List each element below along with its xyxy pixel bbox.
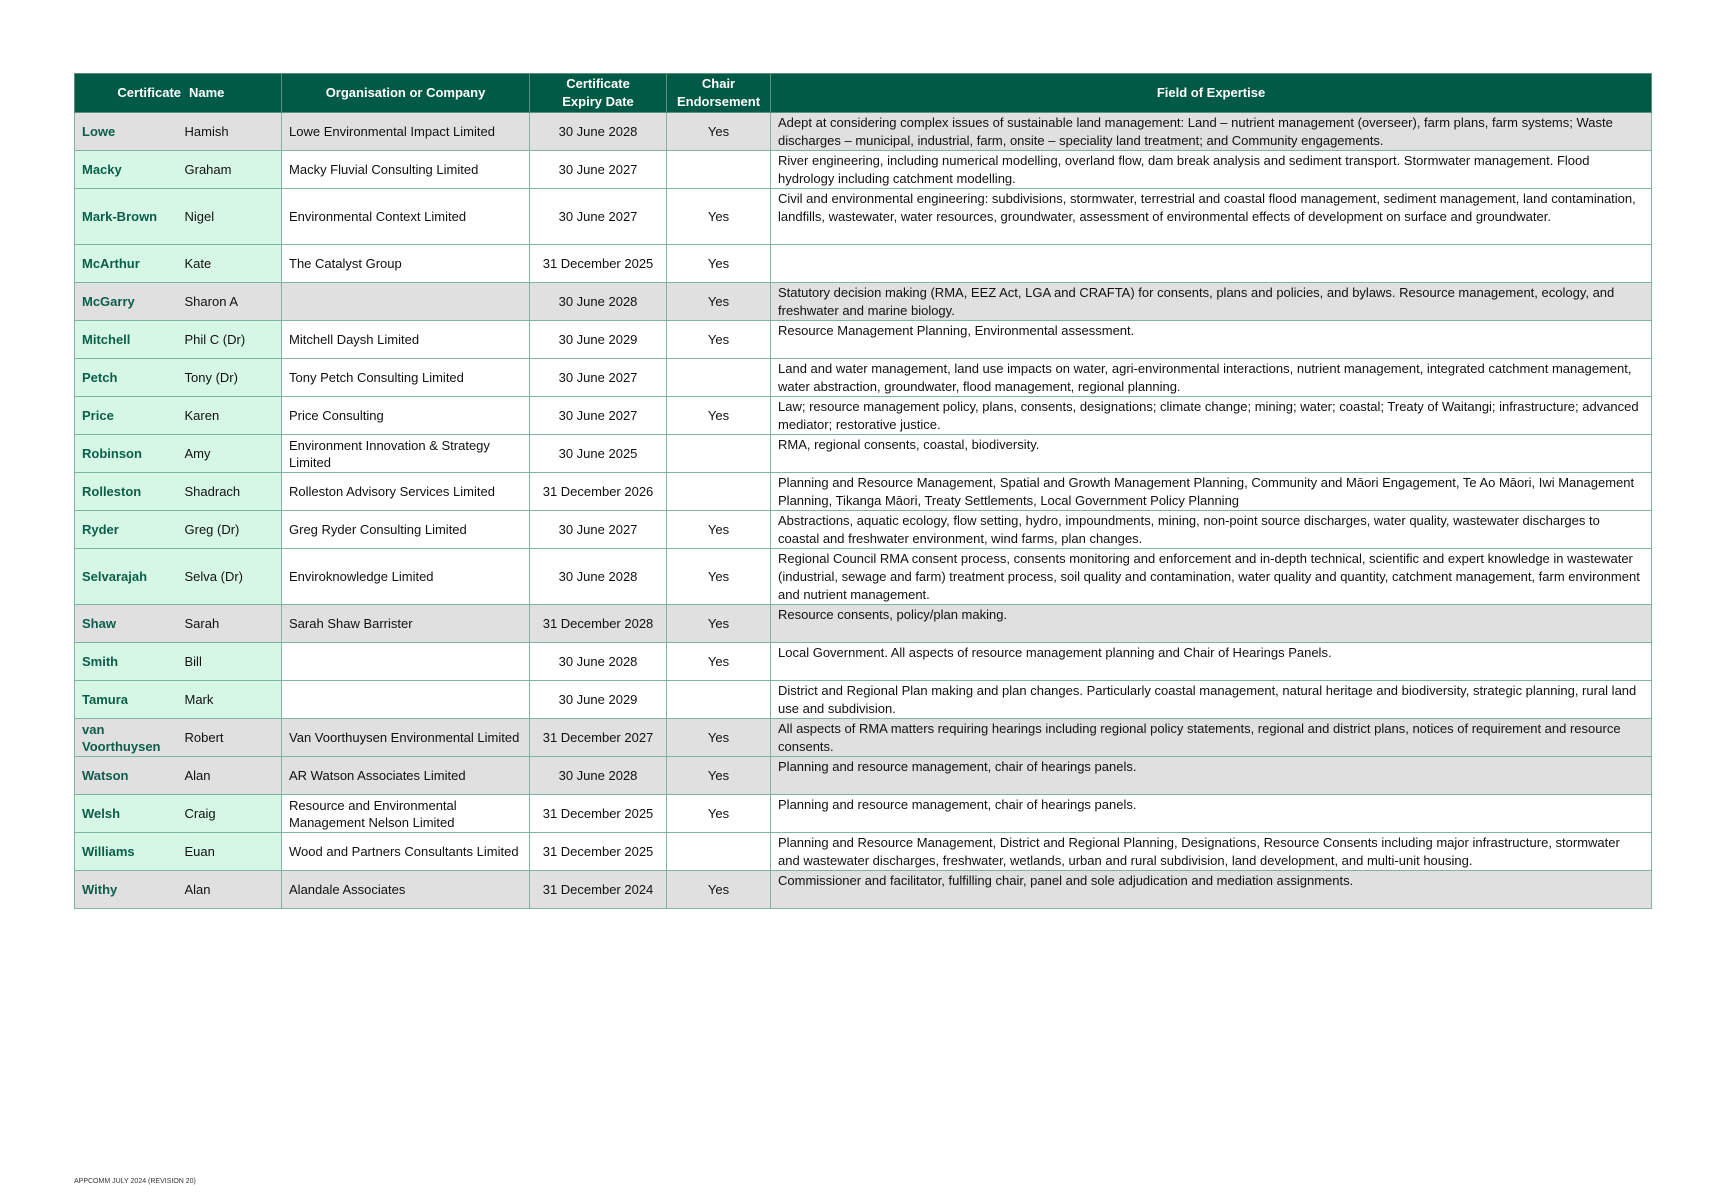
chair-endorsement-cell: Yes bbox=[667, 113, 771, 151]
expiry-date-cell: 30 June 2028 bbox=[530, 283, 667, 321]
footer-revision-note: APPCOMM JULY 2024 (REVISION 20) bbox=[74, 1178, 196, 1185]
field-of-expertise-cell: Planning and resource management, chair of hearings panels. bbox=[771, 795, 1652, 833]
table-body bbox=[75, 113, 1652, 909]
chair-endorsement-cell: Yes bbox=[667, 245, 771, 283]
surname-cell: Withy bbox=[75, 871, 181, 909]
surname-cell: Macky bbox=[75, 151, 181, 189]
firstname-cell: Sharon A bbox=[181, 283, 282, 321]
expiry-date-cell: 30 June 2028 bbox=[530, 549, 667, 605]
expiry-date-cell: 30 June 2029 bbox=[530, 321, 667, 359]
surname-cell: Welsh bbox=[75, 795, 181, 833]
field-of-expertise-cell: Adept at considering complex issues of sustainable land management: Land – nutrient management (overseer), farm plans, farm systems; Waste discharges – municipal, industrial, farm, onsite – speciality land treatment; and Community engagements. bbox=[771, 113, 1652, 151]
table-row bbox=[75, 511, 1652, 549]
chair-endorsement-cell: Yes bbox=[667, 795, 771, 833]
firstname-cell: Kate bbox=[181, 245, 282, 283]
organisation-cell: Price Consulting bbox=[282, 397, 530, 435]
chair-endorsement-cell bbox=[667, 435, 771, 473]
table-row bbox=[75, 757, 1652, 795]
field-of-expertise-cell: Commissioner and facilitator, fulfilling chair, panel and sole adjudication and mediation assignments. bbox=[771, 871, 1652, 909]
expiry-date-cell: 30 June 2027 bbox=[530, 397, 667, 435]
table-row bbox=[75, 473, 1652, 511]
organisation-cell: AR Watson Associates Limited bbox=[282, 757, 530, 795]
firstname-cell: Craig bbox=[181, 795, 282, 833]
surname-cell: Watson bbox=[75, 757, 181, 795]
expiry-date-cell: 30 June 2028 bbox=[530, 113, 667, 151]
commissioner-register-table bbox=[74, 73, 1652, 909]
field-of-expertise-cell: River engineering, including numerical modelling, overland flow, dam break analysis and sediment transport. Stormwater management. Flood hydrology including catchment modelling. bbox=[771, 151, 1652, 189]
expiry-date-cell: 30 June 2028 bbox=[530, 643, 667, 681]
organisation-cell: Environmental Context Limited bbox=[282, 189, 530, 245]
organisation-cell: Van Voorthuysen Environmental Limited bbox=[282, 719, 530, 757]
surname-cell: Petch bbox=[75, 359, 181, 397]
expiry-date-cell: 31 December 2026 bbox=[530, 473, 667, 511]
surname-cell: Ryder bbox=[75, 511, 181, 549]
firstname-cell: Bill bbox=[181, 643, 282, 681]
expiry-date-cell: 31 December 2027 bbox=[530, 719, 667, 757]
surname-cell: Mitchell bbox=[75, 321, 181, 359]
firstname-cell: Tony (Dr) bbox=[181, 359, 282, 397]
firstname-cell: Nigel bbox=[181, 189, 282, 245]
chair-endorsement-cell: Yes bbox=[667, 397, 771, 435]
surname-cell: Tamura bbox=[75, 681, 181, 719]
field-of-expertise-cell: Planning and Resource Management, District and Regional Planning, Designations, Resource Consents including major infrastructure, stormwater and wastewater discharges, freshwater, wetlands, urban and rural subdivision, land development, and multi-unit housing. bbox=[771, 833, 1652, 871]
table-row bbox=[75, 795, 1652, 833]
organisation-cell: Tony Petch Consulting Limited bbox=[282, 359, 530, 397]
expiry-date-header bbox=[530, 74, 667, 113]
chair-endorsement-cell bbox=[667, 359, 771, 397]
field-of-expertise-cell: Resource Management Planning, Environmental assessment. bbox=[771, 321, 1652, 359]
chair-endorsement-cell: Yes bbox=[667, 757, 771, 795]
expiry-date-cell: 31 December 2025 bbox=[530, 795, 667, 833]
table-row bbox=[75, 189, 1652, 245]
organisation-cell bbox=[282, 643, 530, 681]
firstname-cell: Shadrach bbox=[181, 473, 282, 511]
field-of-expertise-cell: RMA, regional consents, coastal, biodiversity. bbox=[771, 435, 1652, 473]
surname-cell: Selvarajah bbox=[75, 549, 181, 605]
expiry-date-cell: 31 December 2024 bbox=[530, 871, 667, 909]
chair-endorsement-cell: Yes bbox=[667, 871, 771, 909]
surname-cell: Rolleston bbox=[75, 473, 181, 511]
surname-cell: McGarry bbox=[75, 283, 181, 321]
chair-header-line1: Chair bbox=[701, 76, 736, 91]
surname-cell: Shaw bbox=[75, 605, 181, 643]
expiry-date-cell: 31 December 2028 bbox=[530, 605, 667, 643]
chair-header-line2: Endorsement bbox=[676, 94, 761, 109]
chair-endorsement-cell bbox=[667, 151, 771, 189]
surname-cell: Robinson bbox=[75, 435, 181, 473]
chair-endorsement-cell: Yes bbox=[667, 189, 771, 245]
name-header: Name bbox=[189, 85, 225, 100]
surname-cell: Smith bbox=[75, 643, 181, 681]
organisation-cell: The Catalyst Group bbox=[282, 245, 530, 283]
field-of-expertise-header: Field of Expertise bbox=[771, 74, 1652, 113]
firstname-cell: Karen bbox=[181, 397, 282, 435]
field-of-expertise-cell: Land and water management, land use impacts on water, agri-environmental interactions, nutrient management, integrated catchment management, water abstraction, groundwater, flood management, regional planning. bbox=[771, 359, 1652, 397]
chair-endorsement-cell bbox=[667, 833, 771, 871]
expiry-date-cell: 31 December 2025 bbox=[530, 245, 667, 283]
table-row bbox=[75, 549, 1652, 605]
organisation-cell: Sarah Shaw Barrister bbox=[282, 605, 530, 643]
chair-endorsement-cell: Yes bbox=[667, 643, 771, 681]
field-of-expertise-cell: Planning and resource management, chair of hearings panels. bbox=[771, 757, 1652, 795]
table-row bbox=[75, 435, 1652, 473]
table-row bbox=[75, 397, 1652, 435]
organisation-cell bbox=[282, 681, 530, 719]
firstname-cell: Amy bbox=[181, 435, 282, 473]
expiry-date-cell: 30 June 2025 bbox=[530, 435, 667, 473]
table-row bbox=[75, 719, 1652, 757]
organisation-cell: Rolleston Advisory Services Limited bbox=[282, 473, 530, 511]
field-of-expertise-cell: Regional Council RMA consent process, consents monitoring and enforcement and in-depth technical, scientific and expert knowledge in wastewater (industrial, sewage and farm) treatment process, soil quality and contamination, water quality and quantity, catchment management, farm environment and nutrient management. bbox=[771, 549, 1652, 605]
chair-endorsement-cell: Yes bbox=[667, 321, 771, 359]
table-row bbox=[75, 245, 1652, 283]
table-header-row bbox=[75, 74, 1652, 113]
table-row bbox=[75, 151, 1652, 189]
organisation-cell: Wood and Partners Consultants Limited bbox=[282, 833, 530, 871]
expiry-date-cell: 30 June 2027 bbox=[530, 189, 667, 245]
firstname-cell: Hamish bbox=[181, 113, 282, 151]
expiry-date-cell: 30 June 2028 bbox=[530, 757, 667, 795]
surname-cell: Lowe bbox=[75, 113, 181, 151]
surname-cell: van Voorthuysen bbox=[75, 719, 181, 757]
firstname-cell: Selva (Dr) bbox=[181, 549, 282, 605]
chair-endorsement-cell: Yes bbox=[667, 511, 771, 549]
expiry-date-cell: 30 June 2027 bbox=[530, 511, 667, 549]
organisation-cell: Mitchell Daysh Limited bbox=[282, 321, 530, 359]
organisation-cell: Alandale Associates bbox=[282, 871, 530, 909]
firstname-cell: Mark bbox=[181, 681, 282, 719]
certificate-header: Certificate bbox=[117, 85, 181, 100]
field-of-expertise-cell: Law; resource management policy, plans, consents, designations; climate change; mining; water; coastal; Treaty of Waitangi; infrastructure; advanced mediator; restorative justice. bbox=[771, 397, 1652, 435]
organisation-cell: Environment Innovation & Strategy Limited bbox=[282, 435, 530, 473]
expiry-date-cell: 31 December 2025 bbox=[530, 833, 667, 871]
organisation-cell: Resource and Environmental Management Nelson Limited bbox=[282, 795, 530, 833]
surname-cell: Mark-Brown bbox=[75, 189, 181, 245]
expiry-header-line1: Certificate bbox=[566, 76, 630, 91]
firstname-cell: Sarah bbox=[181, 605, 282, 643]
table-row bbox=[75, 321, 1652, 359]
chair-endorsement-cell: Yes bbox=[667, 549, 771, 605]
field-of-expertise-cell: Abstractions, aquatic ecology, flow setting, hydro, impoundments, mining, non-point source discharges, water quality, wastewater discharges to coastal and freshwater environment, wind farms, plan changes. bbox=[771, 511, 1652, 549]
firstname-cell: Alan bbox=[181, 757, 282, 795]
firstname-cell: Robert bbox=[181, 719, 282, 757]
firstname-cell: Greg (Dr) bbox=[181, 511, 282, 549]
field-of-expertise-cell: District and Regional Plan making and plan changes. Particularly coastal management, natural heritage and biodiversity, strategic planning, rural land use and subdivision. bbox=[771, 681, 1652, 719]
expiry-date-cell: 30 June 2027 bbox=[530, 359, 667, 397]
chair-endorsement-header bbox=[667, 74, 771, 113]
organisation-cell: Lowe Environmental Impact Limited bbox=[282, 113, 530, 151]
chair-endorsement-cell bbox=[667, 681, 771, 719]
field-of-expertise-cell: Resource consents, policy/plan making. bbox=[771, 605, 1652, 643]
table-row bbox=[75, 113, 1652, 151]
chair-endorsement-cell: Yes bbox=[667, 719, 771, 757]
field-of-expertise-cell bbox=[771, 245, 1652, 283]
organisation-cell: Enviroknowledge Limited bbox=[282, 549, 530, 605]
firstname-cell: Alan bbox=[181, 871, 282, 909]
firstname-cell: Graham bbox=[181, 151, 282, 189]
organisation-cell bbox=[282, 283, 530, 321]
expiry-header-line2: Expiry Date bbox=[562, 94, 634, 109]
surname-cell: McArthur bbox=[75, 245, 181, 283]
field-of-expertise-cell: Local Government. All aspects of resource management planning and Chair of Hearings Panels. bbox=[771, 643, 1652, 681]
chair-endorsement-cell bbox=[667, 473, 771, 511]
certificate-name-header bbox=[75, 74, 282, 113]
expiry-date-cell: 30 June 2027 bbox=[530, 151, 667, 189]
table-row bbox=[75, 643, 1652, 681]
chair-endorsement-cell: Yes bbox=[667, 283, 771, 321]
organisation-header: Organisation or Company bbox=[282, 74, 530, 113]
table-row bbox=[75, 283, 1652, 321]
table-row bbox=[75, 833, 1652, 871]
expiry-date-cell: 30 June 2029 bbox=[530, 681, 667, 719]
table-row bbox=[75, 681, 1652, 719]
organisation-cell: Macky Fluvial Consulting Limited bbox=[282, 151, 530, 189]
field-of-expertise-cell: All aspects of RMA matters requiring hearings including regional policy statements, regional and district plans, notices of requirement and resource consents. bbox=[771, 719, 1652, 757]
table-row bbox=[75, 605, 1652, 643]
organisation-cell: Greg Ryder Consulting Limited bbox=[282, 511, 530, 549]
field-of-expertise-cell: Statutory decision making (RMA, EEZ Act, LGA and CRAFTA) for consents, plans and policies, and bylaws. Resource management, ecology, and freshwater and marine biology. bbox=[771, 283, 1652, 321]
table-row bbox=[75, 359, 1652, 397]
chair-endorsement-cell: Yes bbox=[667, 605, 771, 643]
surname-cell: Price bbox=[75, 397, 181, 435]
firstname-cell: Phil C (Dr) bbox=[181, 321, 282, 359]
field-of-expertise-cell: Planning and Resource Management, Spatial and Growth Management Planning, Community and Māori Engagement, Te Ao Māori, Iwi Management Planning, Tikanga Māori, Treaty Settlements, Local Government Policy Planning bbox=[771, 473, 1652, 511]
firstname-cell: Euan bbox=[181, 833, 282, 871]
field-of-expertise-cell: Civil and environmental engineering: subdivisions, stormwater, terrestrial and coastal flood management, sediment management, land contamination, landfills, wastewater, water resources, groundwater, assessment of environmental effects of development on surface and groundwater. bbox=[771, 189, 1652, 245]
surname-cell: Williams bbox=[75, 833, 181, 871]
table-row bbox=[75, 871, 1652, 909]
